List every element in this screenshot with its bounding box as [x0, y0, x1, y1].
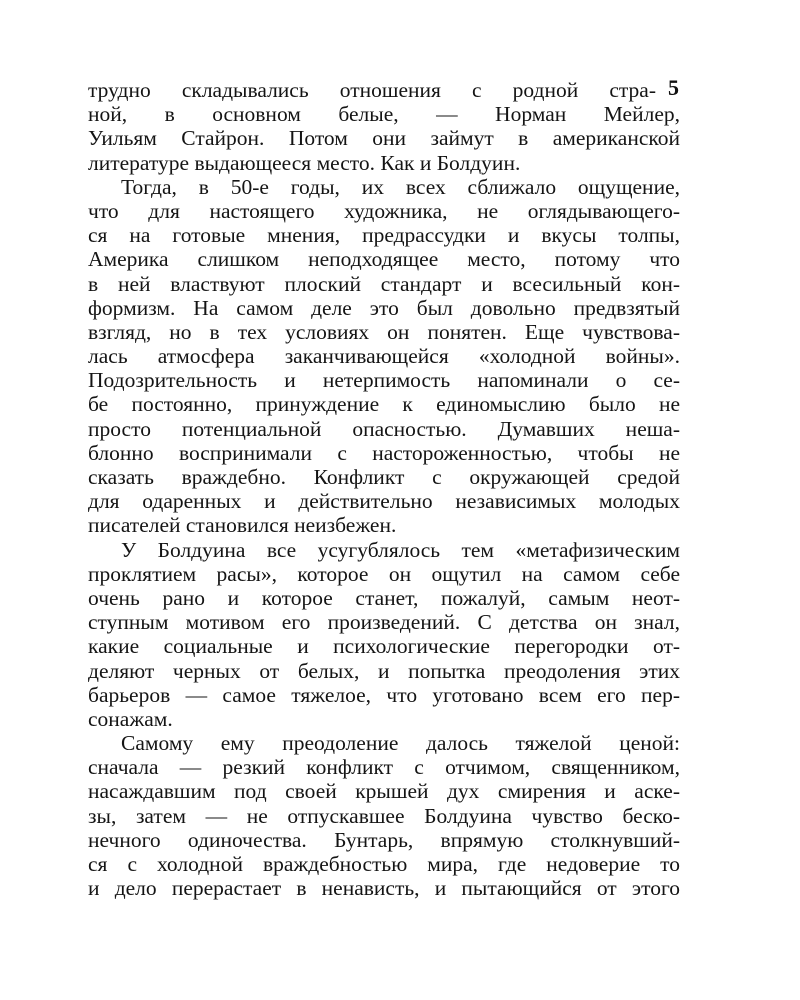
text-line: У Болдуина все усугублялось тем «метафизическим [121, 537, 680, 562]
text-line: проклятием расы», которое он ощутил на самом себе [88, 561, 680, 586]
text-line: лась атмосфера заканчивающейся «холодной войны». [88, 344, 680, 369]
text-line: сначала — резкий конфликт с отчимом, священником, [88, 755, 680, 780]
text-line: блонно воспринимали с настороженностью, чтобы не [88, 440, 680, 465]
text-line: взгляд, но в тех условиях он понятен. Еще чувствова- [88, 319, 680, 344]
text-line: и дело перерастает в ненависть, и пытающийся от этого [88, 876, 680, 901]
text-line: в ней властвуют плоский стандарт и всесильный кон- [88, 271, 680, 296]
text-line: барьеров — самое тяжелое, что уготовано всем его пер- [88, 682, 680, 707]
text-line: насаждавшим под своей крышей дух смирения и аске- [88, 779, 680, 804]
text-line: просто потенциальной опасностью. Думавших неша- [88, 416, 680, 441]
text-line: ся на готовые мнения, предрассудки и вкусы толпы, [88, 223, 680, 248]
text-line: для одаренных и действительно независимых молодых [88, 489, 680, 514]
text-line: Подозрительность и нетерпимость напоминали о се- [88, 368, 680, 393]
text-line: трудно складывались отношения с родной стра- [88, 78, 656, 102]
text-line: ной, в основном белые, — Норман Мейлер, [88, 102, 680, 127]
text-line: сонажам. [88, 706, 173, 731]
text-line: что для настоящего художника, не оглядывающего- [88, 198, 680, 223]
text-line: какие социальные и психологические перегородки от- [88, 634, 680, 659]
text-line: зы, затем — не отпускавшее Болдуина чувство беско- [88, 803, 680, 828]
text-line: деляют черных от белых, и попытка преодоления этих [88, 658, 680, 683]
text-line: нечного одиночества. Бунтарь, впрямую столкнувший- [88, 827, 680, 852]
text-line: формизм. На самом деле это был довольно предвзятый [88, 295, 680, 320]
text-line: литературе выдающееся место. Как и Болдуин. [88, 150, 521, 175]
paragraph-1 [88, 75, 680, 175]
text-line: писателей становился неизбежен. [88, 513, 397, 538]
paragraph-4 [88, 731, 680, 900]
text-line: Самому ему преодоление далось тяжелой ценой: [121, 731, 680, 756]
text-line: ступным мотивом его произведений. С детства он знал, [88, 610, 680, 635]
text-line: Америка слишком неподходящее место, потому что [88, 247, 680, 272]
text-line: бе постоянно, принуждение к единомыслию было не [88, 392, 680, 417]
text-line: Тогда, в 50-е годы, их всех сближало ощущение, [121, 174, 680, 199]
page-number: 5 [668, 75, 679, 100]
text-line: ся с холодной враждебностью мира, где недоверие то [88, 852, 680, 876]
text-line: Уильям Стайрон. Потом они займут в американской [88, 126, 680, 151]
body-text [88, 75, 680, 901]
text-line: сказать враждебно. Конфликт с окружающей средой [88, 465, 680, 489]
paragraph-2 [88, 175, 680, 538]
paragraph-3 [88, 538, 680, 732]
text-line: очень рано и которое станет, пожалуй, самым неот- [88, 585, 680, 610]
